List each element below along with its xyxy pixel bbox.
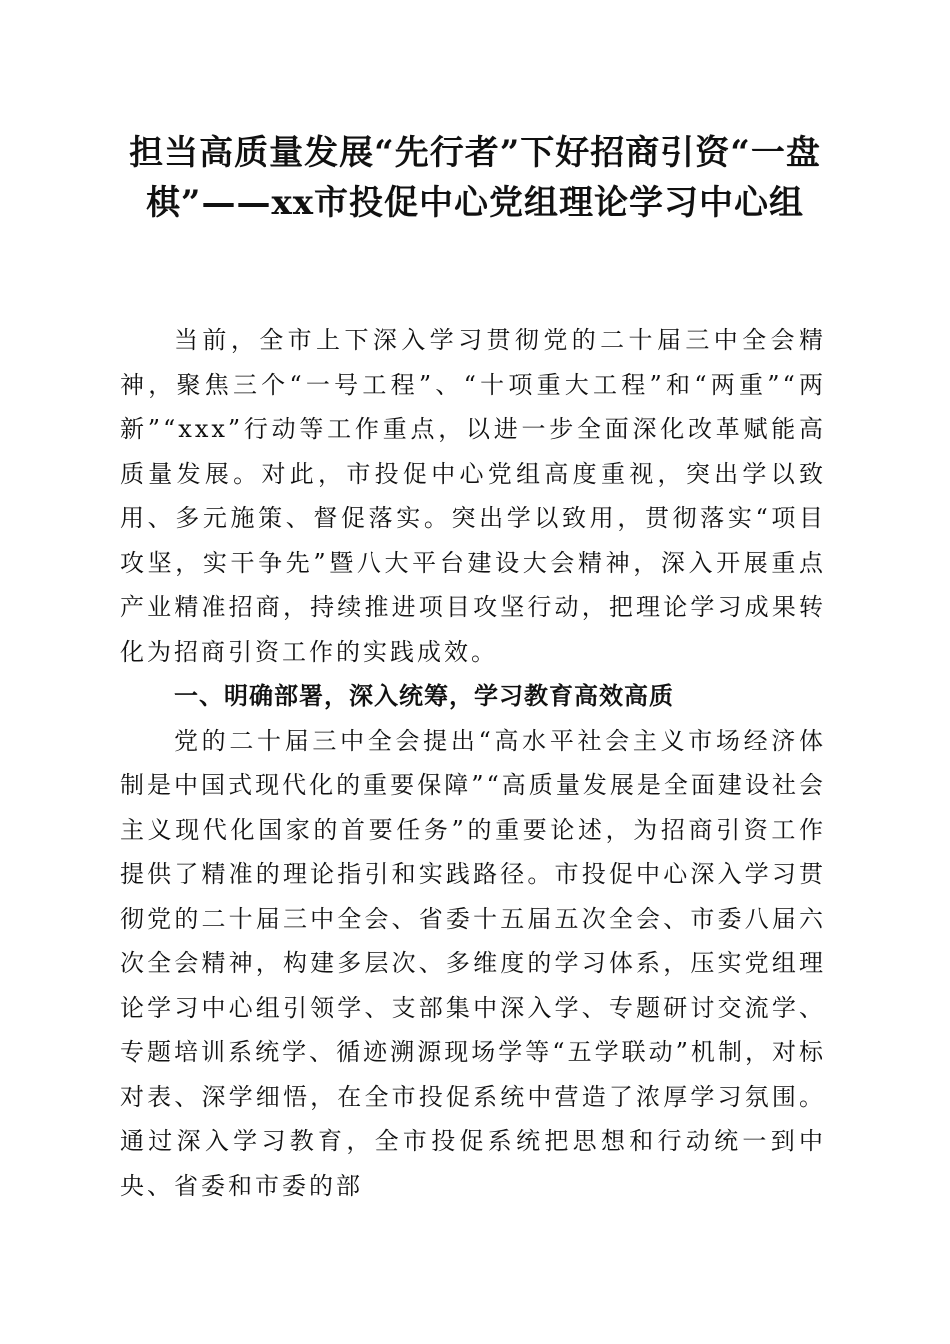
- section-heading: 一、明确部署，深入统筹，学习教育高效高质: [174, 682, 674, 710]
- intro-paragraph: 当前，全市上下深入学习贯彻党的二十届三中全会精神，聚焦三个“一号工程”、“十项重大工程”和“两重”“两新”“xxx”行动等工作重点，以进一步全面深化改革赋能高质量发展。对此，市投促中心党组高度重视，突出学以致用、多元施策、督促落实。突出学以致用，贯彻落实“项目攻坚，实干争先”暨八大平台建设大会精神，深入开展重点产业精准招商，持续推进项目攻坚行动，把理论学习成果转化为招商引资工作的实践成效。: [120, 326, 826, 666]
- document-body: [120, 318, 826, 1208]
- section-paragraph: 党的二十届三中全会提出“高水平社会主义市场经济体制是中国式现代化的重要保障”“高质量发展是全面建设社会主义现代化国家的首要任务”的重要论述，为招商引资工作提供了精准的理论指引和实践路径。市投促中心深入学习贯彻党的二十届三中全会、省委十五届五次全会、市委八届六次全会精神，构建多层次、多维度的学习体系，压实党组理论学习中心组引领学、支部集中深入学、专题研讨交流学、专题培训系统学、循迹溯源现场学等“五学联动”机制，对标对表、深学细悟，在全市投促系统中营造了浓厚学习氛围。通过深入学习教育，全市投促系统把思想和行动统一到中央、省委和市委的部: [120, 726, 826, 1200]
- document-title: 担当高质量发展“先行者”下好招商引资“一盘棋”——xx市投促中心党组理论学习中心组: [129, 133, 821, 223]
